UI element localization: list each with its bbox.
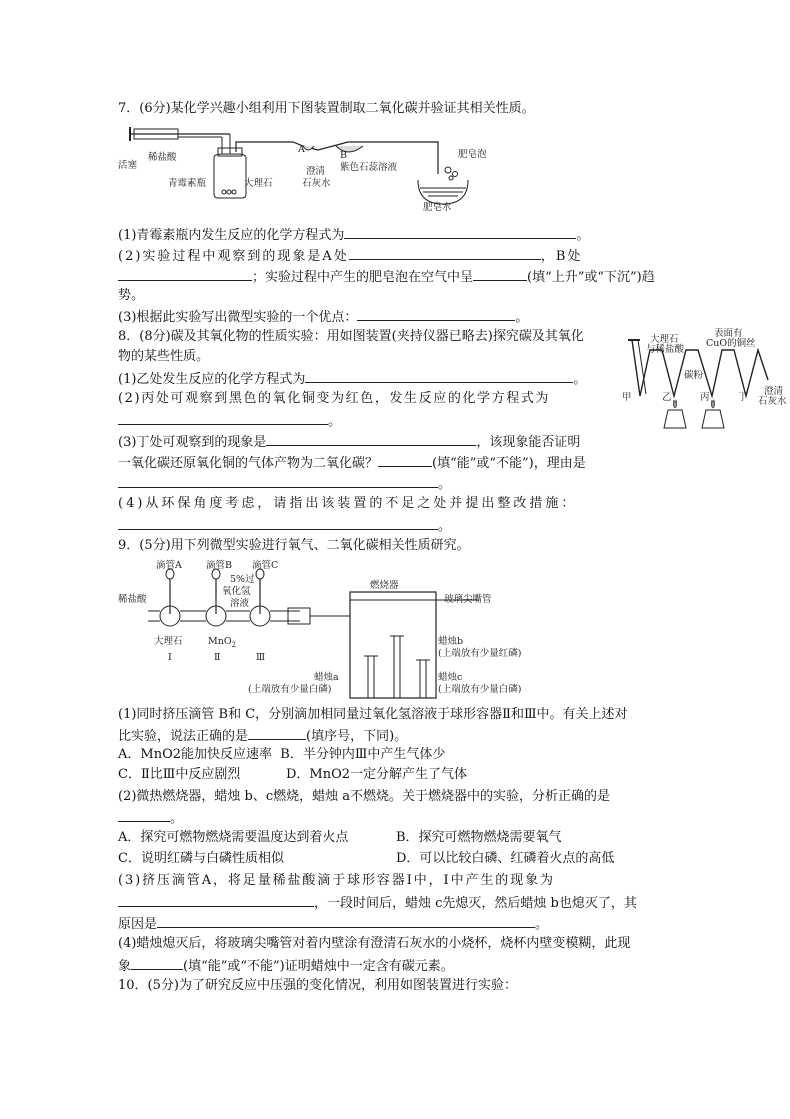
answer-blank[interactable] <box>131 957 183 970</box>
label-dropperB: 滴管B <box>206 560 232 571</box>
label-dropperC: 滴管C <box>252 560 279 571</box>
label-marble1: 大理石 <box>650 334 679 345</box>
label-marble: 大理石 <box>154 636 183 647</box>
label-candle-a: 蜡烛a <box>314 672 339 683</box>
label-h2o2-1: 5%过 <box>230 574 255 585</box>
label-lime1: 澄清 <box>764 386 784 397</box>
answer-blank[interactable] <box>118 809 170 822</box>
label-limewater: 澄清 <box>306 166 326 177</box>
label-burner: 燃烧器 <box>370 580 399 591</box>
label-mno2: MnO$_2$ <box>208 636 237 649</box>
q8-line8: 。 <box>118 517 451 535</box>
answer-blank[interactable] <box>378 454 432 467</box>
label-dropperA: 滴管A <box>156 560 182 571</box>
q10-stem: 10．(5分)为了研究反应中压强的变化情况，利用如图装置进行实验： <box>118 978 517 993</box>
answer-blank[interactable] <box>118 517 438 530</box>
q8-line2: (2)丙处可观察到黑色的氧化铜变为红色，发生反应的化学方程式为 <box>118 391 551 406</box>
label-cuo1: 表面有 <box>714 328 743 339</box>
answer-blank[interactable] <box>118 412 328 425</box>
q9-line7: 原因是 。 <box>118 917 549 932</box>
label-ding: 丁 <box>738 392 748 403</box>
q8-line7: (4)从环保角度考虑，请指出该装置的不足之处并提出整改措施： <box>118 496 578 511</box>
answer-blank[interactable] <box>248 727 306 740</box>
q9-options-row1: A．MnO2能加快反应速率 B．半分钟内Ⅲ中产生气体少 <box>118 747 446 762</box>
label-candle-b: 蜡烛b <box>438 636 464 647</box>
q8-line1: (1)乙处发生反应的化学方程式为 。 <box>118 372 587 387</box>
label-jia: 甲 <box>622 392 632 403</box>
q9-line1: (1)同时挤压滴管 B和 C，分别滴加相同量过氧化氢溶液于球形容器Ⅱ和Ⅲ中。有关上述对 <box>118 707 628 722</box>
q7-stem: 7．(6分)某化学兴趣小组利用下图装置制取二氧化碳并验证其相关性质。 <box>118 101 535 116</box>
q7-line1: (1)青霉素瓶内发生反应的化学方程式为 。 <box>118 228 590 243</box>
q9-line6: ，一段时间后，蜡烛 c先熄灭，然后蜡烛 b也熄灭了，其 <box>118 894 637 912</box>
answer-blank[interactable] <box>118 894 314 907</box>
q9-options-row3: A．探究可燃物燃烧需要温度达到着火点 B．探究可燃物燃烧需要氧气 <box>118 830 562 845</box>
label-B: B <box>340 150 347 161</box>
answer-blank[interactable] <box>157 915 535 928</box>
label-litmus: 紫色石蕊溶液 <box>340 162 398 173</box>
answer-blank[interactable] <box>349 247 541 260</box>
answer-blank[interactable] <box>473 268 527 281</box>
answer-blank[interactable] <box>344 226 576 239</box>
label-lime2: 石灰水 <box>758 396 787 407</box>
q7-line4: 势。 <box>118 288 145 303</box>
q8-line6: 。 <box>118 475 451 493</box>
q9-line3: (2)微热燃烧器，蜡烛 b、c燃烧，蜡烛 a不燃烧。关于燃烧器中的实验，分析正确的是 <box>118 789 611 804</box>
label-carbon: 碳粉 <box>684 370 704 381</box>
answer-blank[interactable] <box>305 370 573 383</box>
q8-stem-2: 物的某些性质。 <box>118 349 210 364</box>
answer-blank[interactable] <box>118 268 252 281</box>
label-soapwater: 肥皂水 <box>423 202 452 213</box>
label-yi: 乙 <box>662 392 672 403</box>
q7-line5: (3)根据此实验写出微型实验的一个优点： 。 <box>118 310 529 325</box>
q9-line8: (4)蜡烛熄灭后，将玻璃尖嘴管对着内壁涂有澄清石灰水的小烧杯，烧杯内壁变模糊，此现 <box>118 936 631 951</box>
label-cuo2: CuO的铜丝 <box>706 338 756 349</box>
label-candle-c: 蜡烛c <box>438 672 463 683</box>
label-bing: 丙 <box>700 392 710 403</box>
label-bottle: 青霉素瓶 <box>168 178 207 189</box>
q7-line2: (2)实验过程中观察到的现象是A处 ，B处 <box>118 249 583 264</box>
label-acid: 稀盐酸 <box>148 152 177 163</box>
label-II: Ⅱ <box>214 652 221 663</box>
q7-apparatus-figure <box>118 124 488 214</box>
label-I: Ⅰ <box>168 652 172 663</box>
q9-apparatus-figure <box>118 556 568 702</box>
label-acid: 稀盐酸 <box>118 594 147 605</box>
label-candle-b-note: (上端放有少量红磷) <box>438 648 522 659</box>
q8-line3: 。 <box>118 412 341 430</box>
q8-line5: 一氧化碳还原氧化铜的气体产物为二氧化碳？ (填“能”或“不能”)，理由是 <box>118 456 586 471</box>
label-h2o2-2: 氧化氢 <box>222 586 251 597</box>
answer-blank[interactable] <box>266 433 476 446</box>
label-piston: 活塞 <box>118 160 138 171</box>
q9-options-row4: C．说明红磷与白磷性质相似 D．可以比较白磷、红磷着火点的高低 <box>118 851 615 866</box>
q7-line3: ；实验过程中产生的肥皂泡在空气中呈 (填“上升”或“下沉”)趋 <box>118 268 655 286</box>
q9-line4: 。 <box>118 809 183 827</box>
q8-stem-1: 8．(8分)碳及其氧化物的性质实验：用如图装置(夹持仪器已略去)探究碳及其氧化 <box>118 329 584 344</box>
answer-blank[interactable] <box>357 308 515 321</box>
q9-stem: 9．(5分)用下列微型实验进行氧气、二氧化碳相关性质研究。 <box>118 538 470 553</box>
label-marble2: 与稀盐酸 <box>646 344 685 355</box>
label-h2o2-3: 溶液 <box>230 598 250 609</box>
label-A: A <box>298 144 305 155</box>
label-limewater2: 石灰水 <box>302 178 331 189</box>
label-bubbles: 肥皂泡 <box>458 149 487 160</box>
q8-apparatus-figure <box>620 328 790 436</box>
label-candle-a-note: (上端放有少量白磷) <box>248 684 332 695</box>
q8-line4: (3)丁处可观察到的现象是 ，该现象能否证明 <box>118 435 581 450</box>
q9-line9: 象 (填“能”或“不能”)证明蜡烛中一定含有碳元素。 <box>118 959 454 974</box>
q9-line2: 比实验，说法正确的是 (填序号，下同)。 <box>118 729 408 744</box>
answer-blank[interactable] <box>118 475 438 488</box>
label-nozzle: 玻璃尖嘴管 <box>444 594 492 605</box>
label-III: Ⅲ <box>256 652 266 663</box>
label-marble: 大理石 <box>244 178 273 189</box>
q9-line5: (3)挤压滴管A，将足量稀盐酸滴于球形容器Ⅰ中，Ⅰ中产生的现象为 <box>118 873 555 888</box>
label-candle-c-note: (上端放有少量白磷) <box>438 684 522 695</box>
q9-options-row2: C．Ⅱ比Ⅲ中反应剧烈 D．MnO2一定分解产生了气体 <box>118 767 468 782</box>
